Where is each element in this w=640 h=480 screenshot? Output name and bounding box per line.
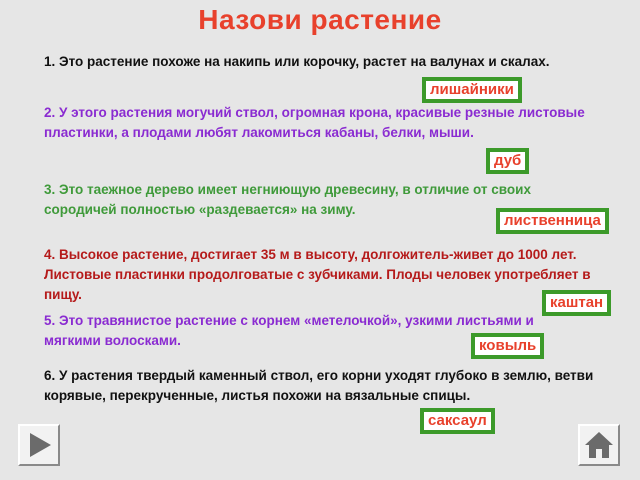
question-1: 1. Это растение похоже на накипь или корочку, растет на валунах и скалах. (44, 54, 550, 69)
answer-4[interactable]: каштан (542, 290, 611, 316)
question-5: 5. Это травянистое растение с корнем «метелочкой», узкими листьями и мягкими волосками. (44, 313, 534, 348)
question-4: 4. Высокое растение, достигает 35 м в высоту, долгожитель-живет до 1000 лет. Листовые пластинки продолговатые с зубчиками. Плоды человек употребляет в пищу. (44, 247, 591, 302)
answer-1[interactable]: лишайники (422, 77, 522, 103)
answer-6[interactable]: саксаул (420, 408, 495, 434)
play-arrow-icon (20, 426, 58, 464)
home-icon (580, 426, 618, 464)
question-3: 3. Это таежное дерево имеет негниющую древесину, в отличие от своих сородичей полностью «раздевается» на зиму. (44, 182, 531, 217)
answer-2[interactable]: дуб (486, 148, 529, 174)
answer-5[interactable]: ковыль (471, 333, 544, 359)
answer-3[interactable]: лиственница (496, 208, 609, 234)
page-title: Назови растение (198, 4, 442, 35)
question-6: 6. У растения твердый каменный ствол, его корни уходят глубоко в землю, ветви корявые, перекрученные, листья похожи на вязальные спицы. (44, 368, 594, 403)
next-button[interactable] (18, 424, 60, 466)
home-button[interactable] (578, 424, 620, 466)
question-2: 2. У этого растения могучий ствол, огромная крона, красивые резные листовые пластинки, а плодами любят лакомиться кабаны, белки, мыши. (44, 105, 585, 140)
